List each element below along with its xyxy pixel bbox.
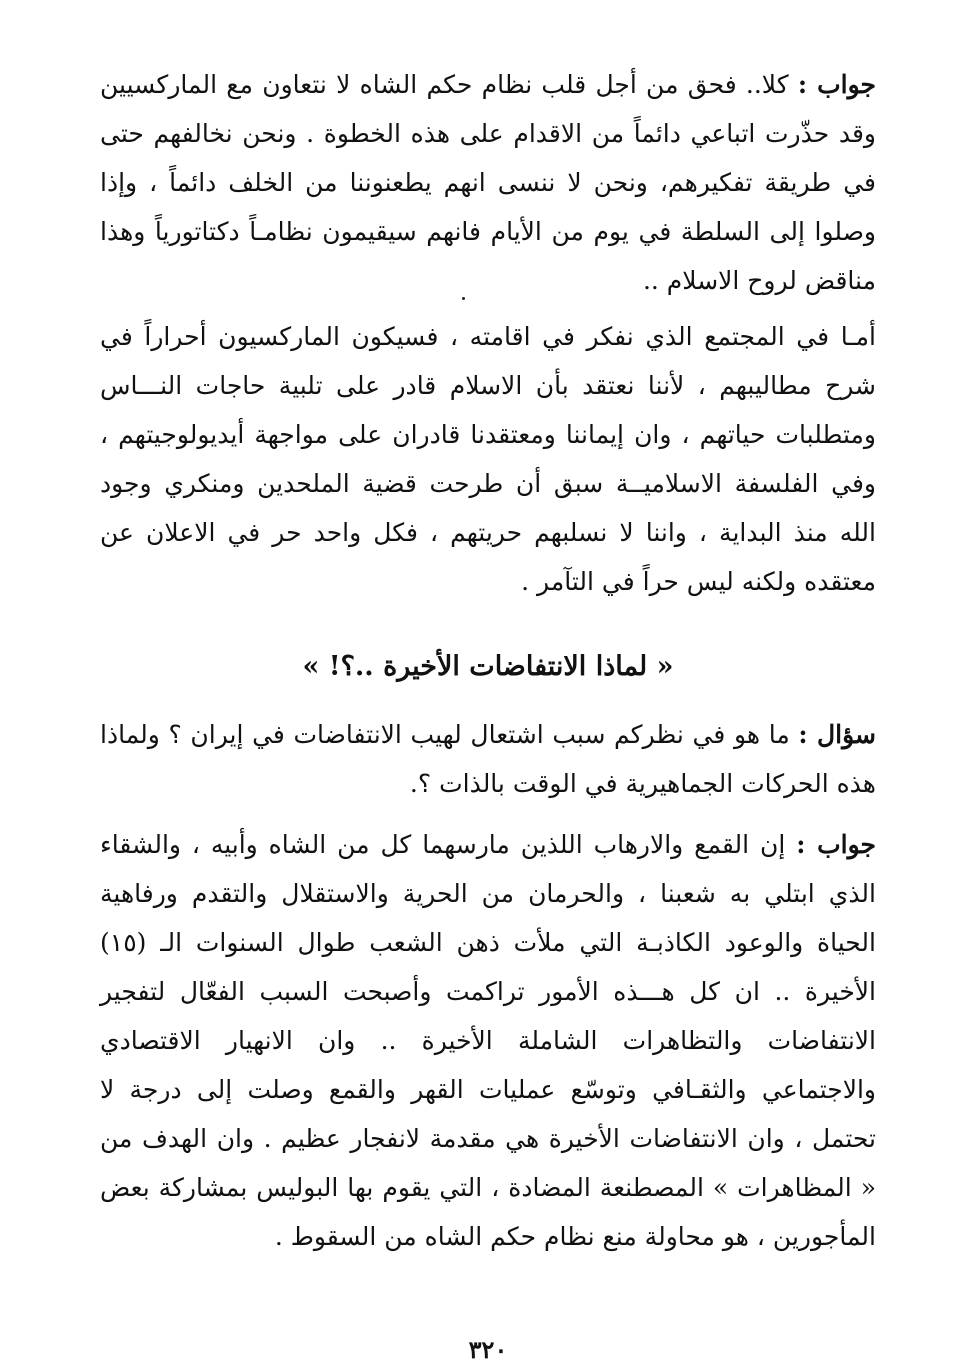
answer-paragraph-2: [100, 820, 876, 1261]
answer-text: كلا.. فحق من أجل قلب نظام حكم الشاه لا نتعاون مع الماركسيين وقد حذّرت اتباعي دائماً من الاقدام على هذه الخطوة . ونحن نخالفهم حتى في طريقة تفكيرهم، ونحن لا ننسى انهم يطعنوننا من الخلف دائماً ، وإذا وصلوا إلى السلطة في يوم من الأيام فانهم سيقيمون نظامـاً دكتاتورياً وهذا مناقض لروح الاسلام ..: [100, 70, 876, 295]
answer-label: جواب :: [797, 70, 876, 99]
question-paragraph: [100, 710, 876, 808]
book-page: [100, 60, 876, 1364]
question-label: سؤال :: [798, 720, 876, 749]
body-paragraph: أمـا في المجتمع الذي نفكر في اقامته ، فسيكون الماركسيون أحراراً في شرح مطاليبهم ، لأننا نعتقد بأن الاسلام قادر على تلبية حاجات النـــاس ومتطلبات حياتهم ، وان إيماننا ومعتقدنا قادران على مواجهة أيديولوجيتهم ، وفي الفلسفة الاسلاميــة سبق أن طرحت قضية الملحدين ومنكري وجود الله منذ البداية ، واننا لا نسلبهم حريتهم ، فكل واحد حر في الاعلان عن معتقده ولكنه ليس حراً في التآمر .: [100, 322, 876, 596]
answer-text: إن القمع والارهاب اللذين مارسهما كل من الشاه وأبيه ، والشقاء الذي ابتلي به شعبنا ، والحرمان من الحرية والاستقلال والتقدم ورفاهية الحياة والوعود الكاذبـة التي ملأت ذهن الشعب طوال السنوات الـ (١٥) الأخيرة .. ان كل هـــذه الأمور تراكمت وأصبحت السبب الفعّال لتفجير الانتفاضات والتظاهرات الشاملة الأخيرة .. وان الانهيار الاقتصادي والاجتماعي والثقـافي وتوسّع عمليات القهر والقمع وصلت إلى درجة لا تحتمل ، وان الانتفاضات الأخيرة هي مقدمة لانفجار عظيم . وان الهدف من « المظاهرات » المصطنعة المضادة ، التي يقوم بها البوليس بمشاركة بعض المأجورين ، هو محاولة منع نظام حكم الشاه من السقوط .: [100, 830, 876, 1251]
answer-paragraph-1: [100, 60, 876, 305]
question-text: ما هو في نظركم سبب اشتعال لهيب الانتفاضات في إيران ؟ ولماذا هذه الحركات الجماهيرية في الوقت بالذات ؟.: [100, 720, 876, 798]
answer-label: جواب :: [796, 830, 876, 859]
print-speck: [462, 297, 465, 300]
section-heading: « لماذا الانتفاضات الأخيرة ..؟! »: [302, 651, 674, 682]
page-number: ٣٢٠: [468, 1335, 508, 1364]
